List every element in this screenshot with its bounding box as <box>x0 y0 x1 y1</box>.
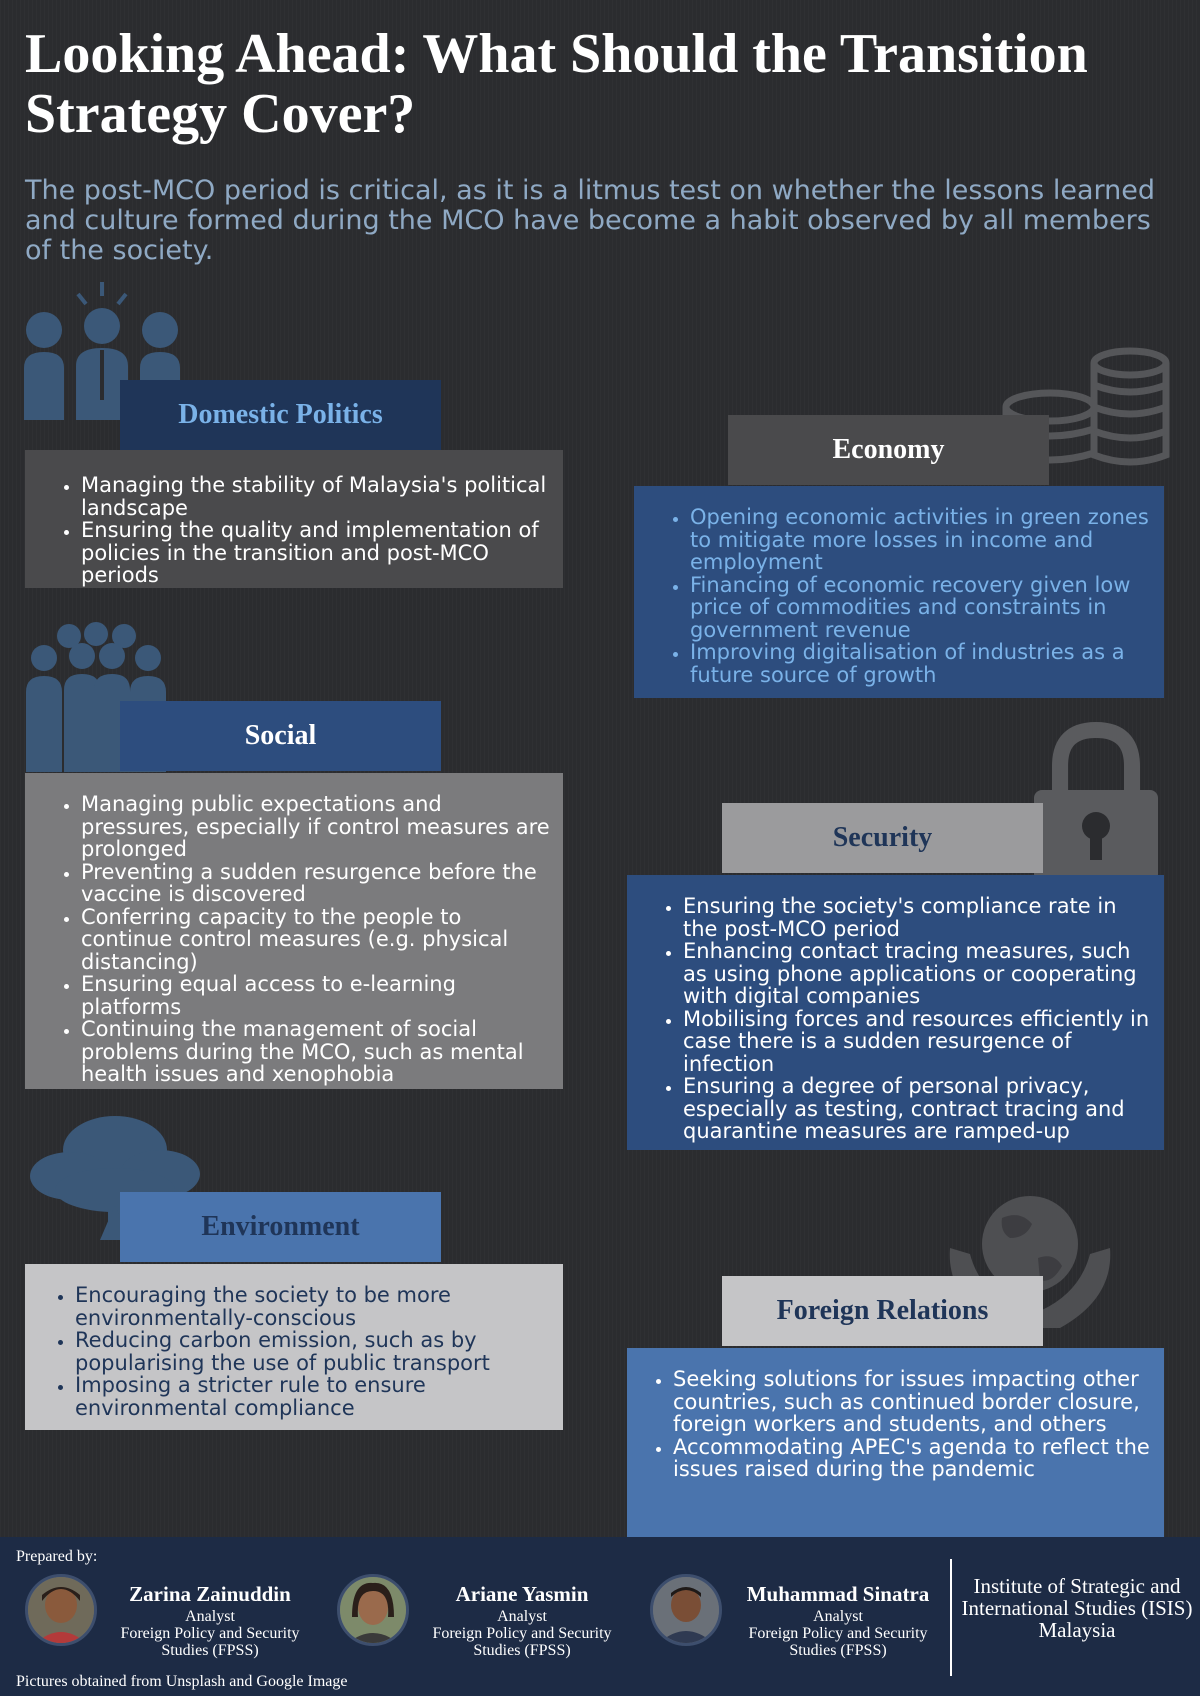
security-list <box>627 895 1156 1143</box>
social-box <box>25 773 563 1089</box>
person-silhouette-icon <box>28 1577 94 1643</box>
list-item: • Financing of economic recovery given low price of commodities and constraints in government revenue <box>690 574 1156 642</box>
list-item: • Ensuring a degree of personal privacy, especially as testing, contract tracing and quarantine measures are ramped-up <box>683 1075 1156 1143</box>
author-unit: Foreign Policy and Security Studies (FPSS) <box>120 1625 300 1659</box>
domestic-politics-heading: Domestic Politics <box>120 380 441 450</box>
social-heading: Social <box>120 701 441 771</box>
author-unit: Foreign Policy and Security Studies (FPSS) <box>748 1625 928 1659</box>
foreign-relations-box <box>627 1348 1164 1538</box>
security-box <box>627 875 1164 1150</box>
list-item: • Enhancing contact tracing measures, such as using phone applications or cooperating with digital companies <box>683 940 1156 1008</box>
list-item: • Reducing carbon emission, such as by popularising the use of public transport <box>75 1329 555 1374</box>
avatar <box>337 1574 409 1646</box>
social-list <box>25 793 555 1086</box>
image-credit: Pictures obtained from Unsplash and Google Image <box>16 1673 348 1690</box>
author-name: Zarina Zainuddin <box>129 1582 291 1606</box>
list-item: • Managing the stability of Malaysia's political landscape <box>81 474 553 519</box>
avatar <box>25 1574 97 1646</box>
environment-box <box>25 1264 563 1430</box>
list-item: • Opening economic activities in green zones to mitigate more losses in income and employment <box>690 506 1156 574</box>
author-card <box>650 1570 940 1660</box>
author-role: Analyst <box>813 1608 863 1625</box>
list-item: • Accommodating APEC's agenda to reflect the issues raised during the pandemic <box>673 1436 1156 1481</box>
list-item: • Preventing a sudden resurgence before the vaccine is discovered <box>81 861 555 906</box>
organization-name: Institute of Strategic and International Studies (ISIS) Malaysia <box>961 1574 1193 1642</box>
list-item: • Encouraging the society to be more environmentally-conscious <box>75 1284 555 1329</box>
economy-list <box>634 506 1156 686</box>
author-card <box>337 1570 617 1660</box>
person-silhouette-icon <box>340 1577 406 1643</box>
author-role: Analyst <box>185 1608 235 1625</box>
list-item: • Seeking solutions for issues impacting other countries, such as continued border closure, foreign workers and students, and others <box>673 1368 1156 1436</box>
page-title: Looking Ahead: What Should the Transition Strategy Cover? <box>25 23 1088 145</box>
environment-heading: Environment <box>120 1192 441 1262</box>
padlock-icon <box>1030 722 1162 882</box>
security-heading: Security <box>722 803 1043 873</box>
list-item: • Managing public expectations and pressures, especially if control measures are prolonged <box>81 793 555 861</box>
economy-box <box>634 486 1164 698</box>
list-item: • Continuing the management of social problems during the MCO, such as mental health issues and xenophobia <box>81 1018 555 1086</box>
author-name: Ariane Yasmin <box>455 1582 589 1606</box>
list-item: • Improving digitalisation of industries as a future source of growth <box>690 641 1156 686</box>
environment-list <box>25 1284 555 1419</box>
economy-heading: Economy <box>728 415 1049 485</box>
author-role: Analyst <box>497 1608 547 1625</box>
avatar <box>650 1574 722 1646</box>
footer <box>0 1537 1200 1696</box>
list-item: • Conferring capacity to the people to continue control measures (e.g. physical distancing) <box>81 906 555 974</box>
list-item: • Ensuring the quality and implementation of policies in the transition and post-MCO periods <box>81 519 553 587</box>
list-item: • Ensuring the society's compliance rate in the post-MCO period <box>683 895 1156 940</box>
foreign-relations-heading: Foreign Relations <box>722 1276 1043 1346</box>
domestic-politics-list <box>25 474 553 587</box>
domestic-politics-box <box>25 450 563 588</box>
author-card <box>25 1570 305 1660</box>
foreign-relations-list <box>627 1368 1156 1481</box>
footer-divider <box>950 1559 952 1676</box>
list-item: • Imposing a stricter rule to ensure environmental compliance <box>75 1374 555 1419</box>
author-unit: Foreign Policy and Security Studies (FPSS) <box>432 1625 612 1659</box>
list-item: • Ensuring equal access to e-learning platforms <box>81 973 555 1018</box>
person-silhouette-icon <box>653 1577 719 1643</box>
page-subtitle: The post-MCO period is critical, as it is a litmus test on whether the lessons learned and culture formed during the MCO have become a habit observed by all members of the society. <box>25 175 1155 266</box>
prepared-by-label: Prepared by: <box>16 1548 98 1565</box>
author-name: Muhammad Sinatra <box>746 1582 930 1606</box>
list-item: • Mobilising forces and resources efficiently in case there is a sudden resurgence of infection <box>683 1008 1156 1076</box>
